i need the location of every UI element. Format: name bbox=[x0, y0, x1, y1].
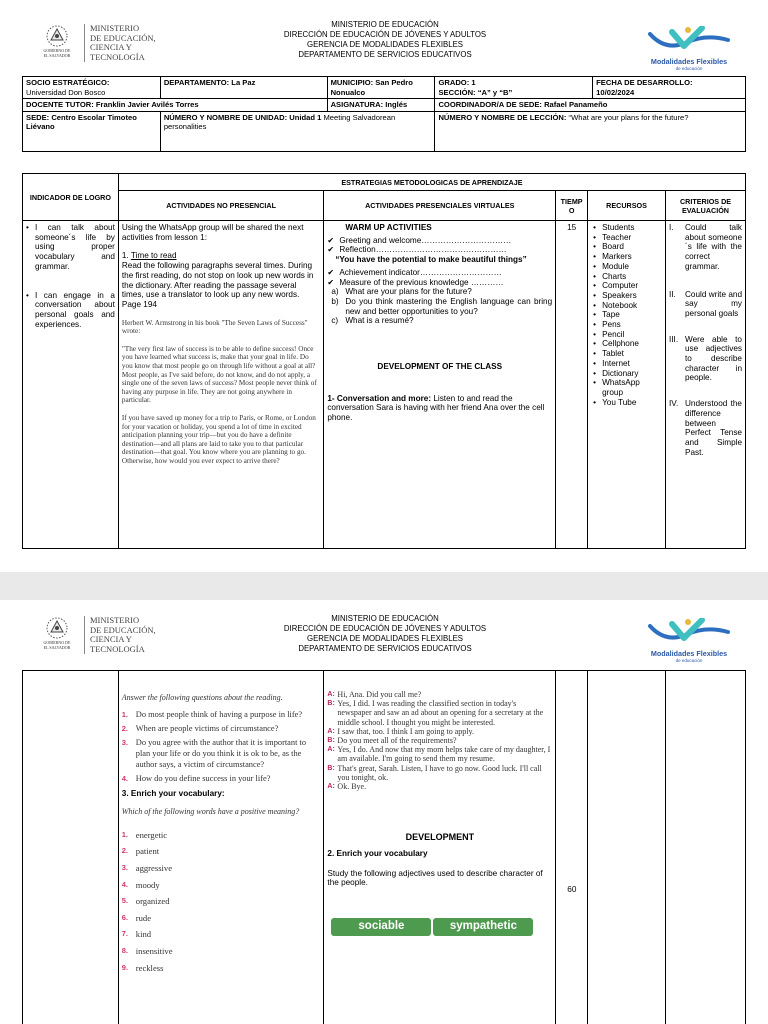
warm-up-item: ✔ Reflection………………………………………… bbox=[327, 245, 552, 255]
criterios-cell bbox=[666, 221, 746, 549]
presencial-cell: WARM UP ACTIVITIES ✔ Greeting and welcome…………………………… ✔ Reflection………………………………………… “You have the potential to make beautiful things” ✔ Achievement indicator………………………… ✔ Measure of the previous knowledge ………… a) What are your plans for the future? b) Do you think mastering the English language can bring new and better opportunities to you? c) What is a resumé? DEVELOPMENT OF THE CLASS 1- Conversation and more: Listen to and read the conversation Sara is having with her friend Ana over the cell phone. bbox=[324, 221, 556, 549]
modalidades-logo: Modalidades Flexibles de educación bbox=[644, 618, 734, 663]
tiempo-header: TIEMPO bbox=[556, 191, 588, 221]
page-separator bbox=[0, 572, 768, 600]
recurso-item: • Computer bbox=[593, 281, 662, 291]
docente-cell: DOCENTE TUTOR: Franklin Javier Avilés Torres bbox=[23, 99, 328, 112]
criterio-item: I. Could talk about someone´s life with the correct grammar. bbox=[669, 223, 742, 271]
ministry-name: MINISTERIO DE EDUCACIÓN, CIENCIA Y TECNOLOGÍA bbox=[84, 616, 156, 654]
unidad-cell: NÚMERO Y NOMBRE DE UNIDAD: Unidad 1 Meeting Salvadorean personalities bbox=[160, 111, 435, 151]
departamento-cell: DEPARTAMENTO: La Paz bbox=[160, 77, 327, 99]
grado-cell: GRADO: 1 SECCIÓN: “A” y “B” bbox=[435, 77, 593, 99]
question-item: a) What are your plans for the future? bbox=[331, 287, 472, 297]
warm-up-item: ✔ Measure of the previous knowledge ………… bbox=[327, 278, 552, 288]
indicadores-cell bbox=[23, 221, 119, 549]
vocabulary-word: 2. patient bbox=[121, 846, 160, 857]
vocabulary-word: 5. organized bbox=[121, 896, 170, 907]
adjectives-image bbox=[327, 918, 552, 936]
coordinador-cell: COORDINADOR/A DE SEDE: Rafael Panameño bbox=[435, 99, 746, 112]
strategies-table bbox=[22, 173, 746, 549]
dialog-line: A: Hi, Ana. Did you call me? bbox=[327, 690, 422, 699]
recurso-item: • Module bbox=[593, 262, 662, 272]
indicadores-cell bbox=[23, 671, 119, 1024]
lesson-info-table bbox=[22, 76, 746, 152]
recurso-item: • Students bbox=[593, 223, 662, 233]
sede-cell: SEDE: Centro Escolar Timoteo Liévano bbox=[23, 111, 161, 151]
modalidades-logo-icon bbox=[644, 618, 734, 646]
document-page-2 bbox=[0, 600, 768, 1024]
ministry-name: MINISTERIO DE EDUCACIÓN, CIENCIA Y TECNOLOGÍA bbox=[84, 24, 156, 62]
dialog-line: B: That's great, Sarah. Listen, I have to go now. Good luck. I'll call you tonight, ok. bbox=[327, 763, 542, 782]
criterio-item: III. Were able to use adjectives to describe character in people. bbox=[669, 334, 742, 383]
page-header bbox=[0, 600, 768, 672]
recurso-item: • Internet bbox=[593, 359, 662, 369]
vocabulary-word: 6. rude bbox=[121, 912, 152, 923]
reading-question: 2. When are people victims of circumstance? bbox=[121, 723, 279, 733]
recurso-item: • You Tube bbox=[593, 398, 662, 408]
ministry-logo bbox=[40, 616, 156, 654]
indicador-item: • I can engage in a conversation about personal goals and experiences. bbox=[26, 291, 115, 330]
reading-question: 1. Do most people think of having a purpose in life? bbox=[121, 709, 303, 719]
criterios-header: CRITERIOS DE EVALUACIÓN bbox=[666, 191, 746, 221]
socio-cell: SOCIO ESTRATÉGICO: Universidad Don Bosco bbox=[23, 77, 161, 99]
reading-question: 3. Do you agree with the author that it is important to plan your life or do you think it is ok to be, as the author says, a victim of circumstance? bbox=[121, 737, 307, 769]
reading-question: 4. How do you define success in your life? bbox=[121, 773, 271, 783]
question-item: c) What is a resumé? bbox=[331, 316, 414, 326]
recurso-item: • Pencil bbox=[593, 330, 662, 340]
el-salvador-seal: GOBIERNO DE EL SALVADOR bbox=[40, 616, 74, 652]
recurso-item: • Dictionary bbox=[593, 369, 662, 379]
vocabulary-word: 1. energetic bbox=[121, 829, 168, 840]
municipio-cell: MUNICIPIO: San Pedro Nonualco bbox=[327, 77, 435, 99]
criterio-item: IV. Understood the difference between Perfect Tense and Simple Past. bbox=[669, 399, 742, 457]
dialog-line: B: Do you meet all of the requirements? bbox=[327, 736, 457, 746]
recursos-cell bbox=[588, 221, 666, 549]
criterios-cell bbox=[666, 671, 746, 1024]
modalidades-logo-icon bbox=[644, 26, 734, 54]
fecha-cell: FECHA DE DESARROLLO: 10/02/2024 bbox=[593, 77, 746, 99]
no-presencial-header: ACTIVIDADES NO PRESENCIAL bbox=[118, 191, 323, 221]
tiempo-cell: 60 bbox=[556, 671, 588, 1024]
recurso-item: • Markers bbox=[593, 252, 662, 262]
recursos-header: RECURSOS bbox=[588, 191, 666, 221]
dialog-line: B: Yes, I did. I was reading the classified section in today's newspaper and saw an ad about an opening for a secretary at the middle school. I thought you might be interested. bbox=[327, 699, 544, 727]
recurso-item: • Tape bbox=[593, 310, 662, 320]
recurso-item: • WhatsApp group bbox=[593, 378, 662, 397]
recurso-item: • Notebook bbox=[593, 301, 662, 311]
tiempo-cell: 15 bbox=[556, 221, 588, 549]
leccion-cell: NÚMERO Y NOMBRE DE LECCIÓN: “What are your plans for the future? bbox=[435, 111, 746, 151]
el-salvador-seal: GOBIERNO DE EL SALVADOR bbox=[40, 24, 74, 60]
presencial-header: ACTIVIDADES PRESENCIALES VIRTUALES bbox=[324, 191, 556, 221]
recurso-item: • Speakers bbox=[593, 291, 662, 301]
ministry-logo bbox=[40, 24, 156, 62]
recurso-item: • Tablet bbox=[593, 349, 662, 359]
modalidades-logo: Modalidades Flexibles de educación bbox=[644, 26, 734, 71]
criterio-item: II. Could write and say my personal goals bbox=[669, 289, 742, 318]
vocabulary-word: 9. reckless bbox=[121, 962, 164, 973]
vocabulary-word: 4. moody bbox=[121, 879, 160, 890]
indicador-item: • I can talk about someone´s life by using proper vocabulary and grammar. bbox=[26, 223, 115, 272]
adjective-tile: sociable bbox=[331, 918, 431, 936]
document-title: MINISTERIO DE EDUCACIÓN DIRECCIÓN DE EDUCACIÓN DE JÓVENES Y ADULTOS GERENCIA DE MODALIDADES FLEXIBLES DEPARTAMENTO DE SERVICIOS EDUCATIVOS bbox=[283, 20, 487, 59]
quote: “You have the potential to make beautiful things” bbox=[335, 255, 527, 265]
coat-of-arms-icon bbox=[45, 616, 69, 640]
recurso-item: • Board bbox=[593, 242, 662, 252]
estrategias-header: ESTRATEGIAS METODOLOGICAS DE APRENDIZAJE bbox=[118, 174, 745, 191]
coat-of-arms-icon bbox=[45, 24, 69, 48]
strategies-table-continued bbox=[22, 670, 746, 1024]
dialog-line: A: Ok. Bye. bbox=[327, 782, 367, 792]
recurso-item: • Pens bbox=[593, 320, 662, 330]
recursos-cell bbox=[588, 671, 666, 1024]
no-presencial-cell: Using the WhatsApp group will be shared the next activities from lesson 1: 1. Time to read Read the following paragraphs several times. During the first reading, do not stop on look up new words in the dictionary. After reading the passage several times, use a translator to look up any new words. Page 194 Herbert W. Armstrong in his book "The Seven Laws of Success" wrote: "The very first law of success is to be able to define success! Once you have learned what success is, make that your goal in life. Do you know that most people go on through life without a goal at all? Most people, as I've said before, do not know, and do not apply, a single one of the seven laws of success? Most people never think of having any purpose in life. They are not going anywhere in particular. If you have saved up money for a trip to Paris, or Rome, or London for your vacation or holiday, you spend a lot of time in excited anticipation planning your trip—but you do have a definite destination—and all plans are laid to take you to that particular destination—that goal. You know where you are planning to go. Otherwise, how would you ever expect to arrive there? bbox=[118, 221, 323, 549]
question-item: b) Do you think mastering the English language can bring new and better opportunities to you? bbox=[331, 296, 553, 316]
vocabulary-word: 8. insensitive bbox=[121, 946, 173, 957]
adjective-tile: sympathetic bbox=[433, 918, 533, 936]
vocabulary-word: 3. aggressive bbox=[121, 863, 173, 874]
indicador-header: INDICADOR DE LOGRO bbox=[23, 174, 119, 221]
asignatura-cell: ASIGNATURA: Inglés bbox=[327, 99, 435, 112]
recurso-item: • Charts bbox=[593, 272, 662, 282]
page-header bbox=[0, 0, 768, 72]
document-title: MINISTERIO DE EDUCACIÓN DIRECCIÓN DE EDUCACIÓN DE JÓVENES Y ADULTOS GERENCIA DE MODALIDADES FLEXIBLES DEPARTAMENTO DE SERVICIOS EDUCATIVOS bbox=[283, 614, 487, 653]
warm-up-item: ✔ Greeting and welcome…………………………… bbox=[327, 236, 552, 246]
recurso-item: • Cellphone bbox=[593, 339, 662, 349]
dialog-line: A: I saw that, too. I think I am going to apply. bbox=[327, 726, 474, 736]
recurso-item: • Teacher bbox=[593, 233, 662, 243]
presencial-cell: A: Hi, Ana. Did you call me? B: Yes, I did. I was reading the classified section in today's newspaper and saw an ad about an opening for a secretary at the middle school. I thought you might be interested. A: I saw that, too. I think I am going to apply. B: Do you meet all of the requirements? A: Yes, I do. And now that my mom helps take care of my daughter, I am available. I'm going to send them my resume. B: That's great, Sarah. Listen, I have to go now. Good luck. I'll call you tonight, ok. A: Ok. Bye. DEVELOPMENT 2. Enrich your vocabulary Study the following adjectives used to describe character of the people. sociable sympathetic bbox=[324, 671, 556, 1024]
dialog-line: A: Yes, I do. And now that my mom helps take care of my daughter, I am available. I'm going to send them my resume. bbox=[327, 745, 551, 764]
no-presencial-cell: Answer the following questions about the reading. 1. Do most people think of having a purpose in life? 2. When are people victims of circumstance? 3. Do you agree with the author that it is important to plan your life or do you think it is ok to be, as the author says, a victim of circumstance? 4. How do you define success in your life? 3. Enrich your vocabulary: Which of the following words have a positive meaning? 1. energetic 2. patient 3. aggressive 4. moody 5. organized 6. rude 7. kind 8. insensitive 9. reckless bbox=[118, 671, 324, 1024]
warm-up-item: ✔ Achievement indicator………………………… bbox=[327, 268, 552, 278]
vocabulary-word: 7. kind bbox=[121, 929, 152, 940]
